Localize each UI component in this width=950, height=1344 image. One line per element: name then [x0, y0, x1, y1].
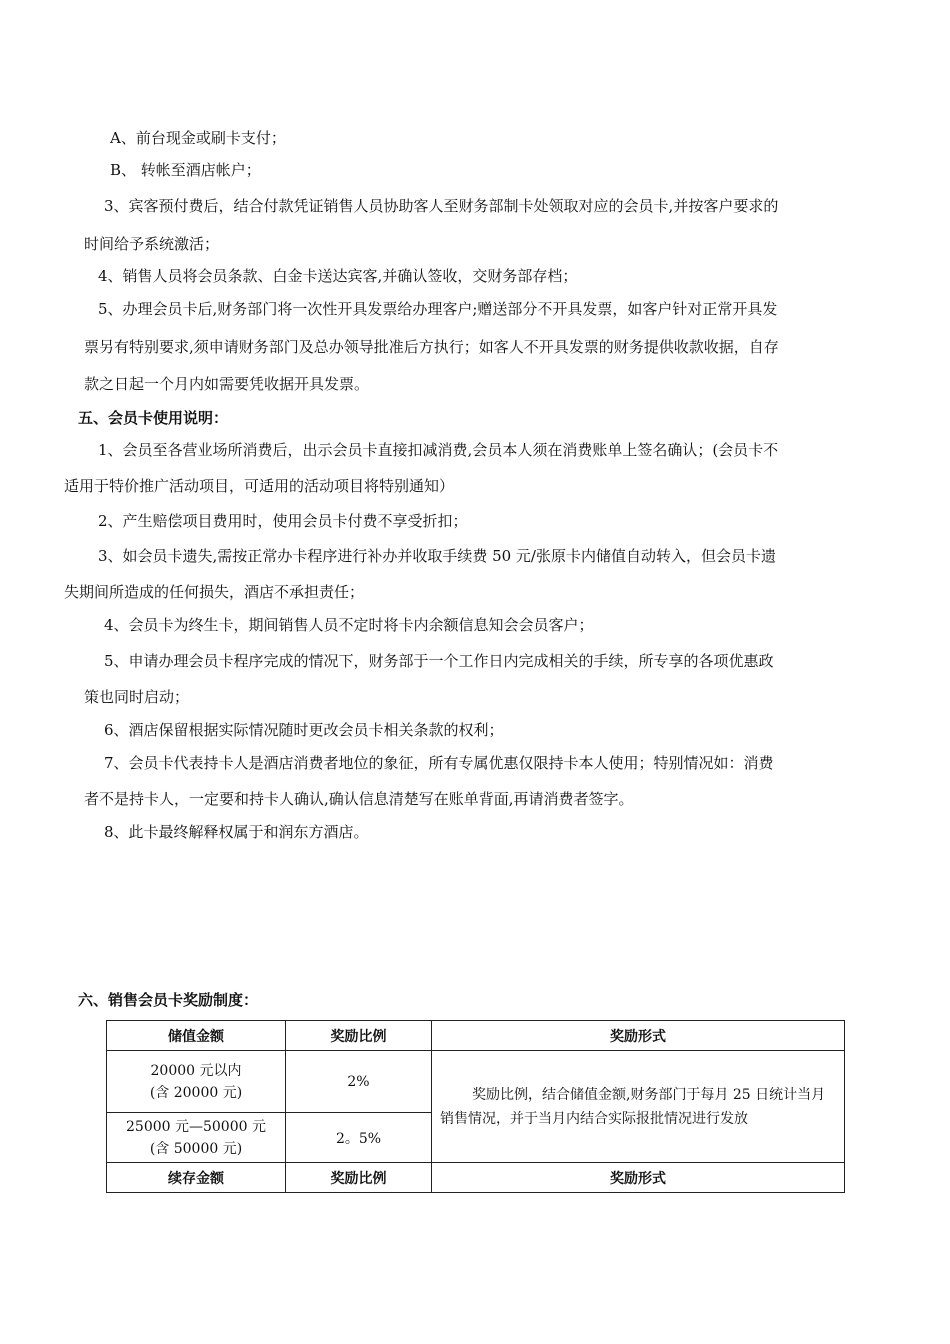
header-reward-form: 奖励形式 [432, 1021, 845, 1051]
row1-amount-line1: 20000 元以内 [150, 1062, 242, 1079]
usage-item-3-line2: 失期间所造成的任何损失，酒店不承担责任； [64, 583, 365, 601]
row1-ratio: 2% [286, 1051, 432, 1113]
section-6-title: 六、销售会员卡奖励制度： [78, 991, 259, 1009]
footer-reward-ratio: 奖励比例 [286, 1163, 432, 1193]
row2-ratio: 2。5% [286, 1113, 432, 1163]
reward-table [106, 1020, 845, 1193]
process-item-5-line1: 5、办理会员卡后,财务部门将一次性开具发票给办理客户;赠送部分不开具发票，如客户针对正常开具发 [98, 300, 778, 318]
process-item-4: 4、销售人员将会员条款、白金卡送达宾客,并确认签收，交财务部存档； [98, 267, 578, 285]
header-stored-amount: 储值金额 [107, 1021, 286, 1051]
footer-renewal-amount: 续存金额 [107, 1163, 286, 1193]
usage-item-4: 4、会员卡为终生卡，期间销售人员不定时将卡内余额信息知会会员客户； [104, 616, 594, 634]
usage-item-6: 6、酒店保留根据实际情况随时更改会员卡相关条款的权利； [104, 721, 504, 739]
footer-reward-form: 奖励形式 [432, 1163, 845, 1193]
process-item-5-line3: 款之日起一个月内如需要凭收据开具发票。 [84, 375, 370, 393]
usage-item-7-line2: 者不是持卡人，一定要和持卡人确认,确认信息清楚写在账单背面,再请消费者签字。 [84, 790, 634, 808]
usage-item-5-line1: 5、申请办理会员卡程序完成的情况下，财务部于一个工作日内完成相关的手续，所专享的各项优惠政 [104, 652, 774, 670]
reward-form-description: 奖励比例，结合储值金额,财务部门于每月 25 日统计当月销售情况，并于当月内结合实际报批情况进行发放 [432, 1051, 845, 1163]
process-item-5-line2: 票另有特别要求,须申请财务部门及总办领导批准后方执行；如客人不开具发票的财务提供收款收据，自存 [84, 338, 779, 356]
usage-item-8: 8、此卡最终解释权属于和润东方酒店。 [104, 823, 369, 841]
process-item-3-line1: 3、宾客预付费后，结合付款凭证销售人员协助客人至财务部制卡处领取对应的会员卡,并按客户要求的 [104, 197, 779, 215]
header-reward-ratio: 奖励比例 [286, 1021, 432, 1051]
row2-amount [107, 1113, 286, 1163]
section-5-title: 五、会员卡使用说明： [78, 409, 229, 427]
row2-amount-line1: 25000 元—50000 元 [126, 1118, 266, 1135]
process-item-3-line2: 时间给予系统激活； [84, 235, 220, 253]
table-row [107, 1051, 845, 1113]
usage-item-3-line1: 3、如会员卡遗失,需按正常办卡程序进行补办并收取手续费 50 元/张原卡内储值自动转入，但会员卡遗 [98, 547, 776, 565]
payment-option-b: B、 转帐至酒店帐户； [110, 161, 261, 179]
usage-item-1-line1: 1、会员至各营业场所消费后，出示会员卡直接扣减消费,会员本人须在消费账单上签名确认；(会员卡不 [98, 441, 779, 459]
reward-table-footer-row [107, 1163, 845, 1193]
usage-item-5-line2: 策也同时启动； [84, 688, 190, 706]
payment-option-a: A、前台现金或刷卡支付； [110, 129, 286, 147]
reward-table-header-row [107, 1021, 845, 1051]
usage-item-1-line2: 适用于特价推广活动项目，可适用的活动项目将特别通知） [64, 477, 455, 495]
row2-amount-line2: (含 50000 元) [149, 1140, 243, 1157]
usage-item-7-line1: 7、会员卡代表持卡人是酒店消费者地位的象征，所有专属优惠仅限持卡本人使用；特别情况如：消费 [104, 754, 774, 772]
row1-amount [107, 1051, 286, 1113]
usage-item-2: 2、产生赔偿项目费用时，使用会员卡付费不享受折扣； [98, 512, 468, 530]
row1-amount-line2: (含 20000 元) [149, 1084, 243, 1101]
